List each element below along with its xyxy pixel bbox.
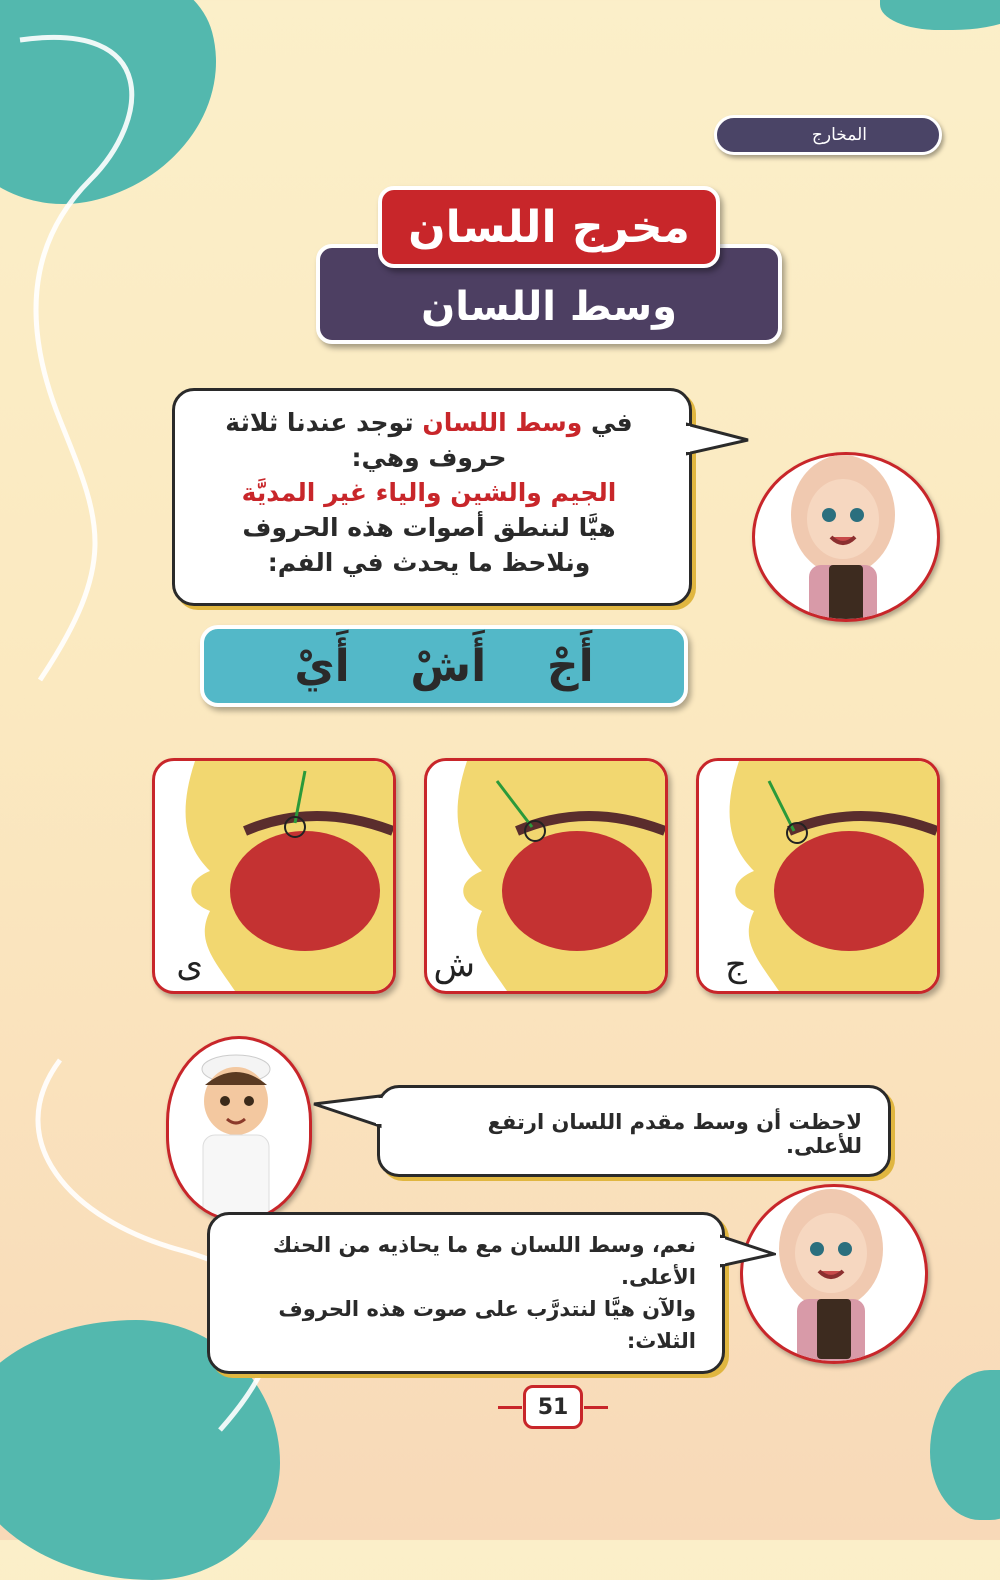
page-number: 51 [523, 1385, 583, 1429]
letters-bar [200, 625, 688, 707]
boy-avatar [166, 1036, 312, 1222]
letter-jeem: أَجْ [546, 640, 594, 692]
girl-avatar-bottom [740, 1184, 928, 1364]
diagram-label-yaa: ى [176, 945, 203, 985]
intro-line-1-suffix: توجد عندنا ثلاثة [225, 408, 414, 437]
diagram-card-yaa [152, 758, 396, 994]
diagram-card-jeem [696, 758, 940, 994]
girl-speech-bubble [207, 1212, 725, 1374]
girl-line-3: والآن هيَّا لنتدرَّب على صوت هذه الحروف [278, 1297, 696, 1321]
girl-line-1: نعم، وسط اللسان مع ما يحاذيه من الحنك [272, 1233, 696, 1257]
intro-line-1-prefix: في [591, 408, 633, 437]
girl-bubble-tail [720, 1232, 776, 1272]
page-number-rule-right [584, 1406, 608, 1409]
intro-line-1 [195, 405, 663, 440]
intro-line-3: الجيم والشين والياء غير المديَّة [241, 478, 617, 507]
letter-sheen: أَشْ [410, 640, 487, 692]
intro-speech-bubble [172, 388, 692, 606]
page-title: مخرج اللسان [378, 186, 720, 268]
intro-bubble-tail [686, 420, 750, 460]
intro-line-5: ونلاحظ ما يحدث في الفم: [267, 548, 591, 577]
intro-line-2: حروف وهي: [351, 443, 507, 472]
boy-speech-bubble [377, 1085, 891, 1177]
diagram-label-jeem: ج [725, 945, 747, 985]
page-number-rule-left [498, 1406, 522, 1409]
diagram-card-sheen [424, 758, 668, 994]
letter-yaa: أَيْ [294, 640, 350, 692]
girl-line-2: الأعلى. [621, 1265, 696, 1289]
intro-line-1-highlight: وسط اللسان [422, 408, 583, 437]
page-subtitle: وسط اللسان [316, 244, 782, 344]
girl-avatar [752, 452, 940, 622]
intro-line-4: هيَّا لننطق أصوات هذه الحروف [242, 513, 616, 542]
boy-speech-text: لاحظت أن وسط مقدم اللسان ارتفع للأعلى. [487, 1110, 862, 1158]
section-chip: المخارج [714, 115, 942, 155]
boy-bubble-tail [312, 1092, 382, 1132]
diagram-label-sheen: ش [433, 945, 475, 985]
girl-line-4: الثلاث: [626, 1329, 696, 1353]
